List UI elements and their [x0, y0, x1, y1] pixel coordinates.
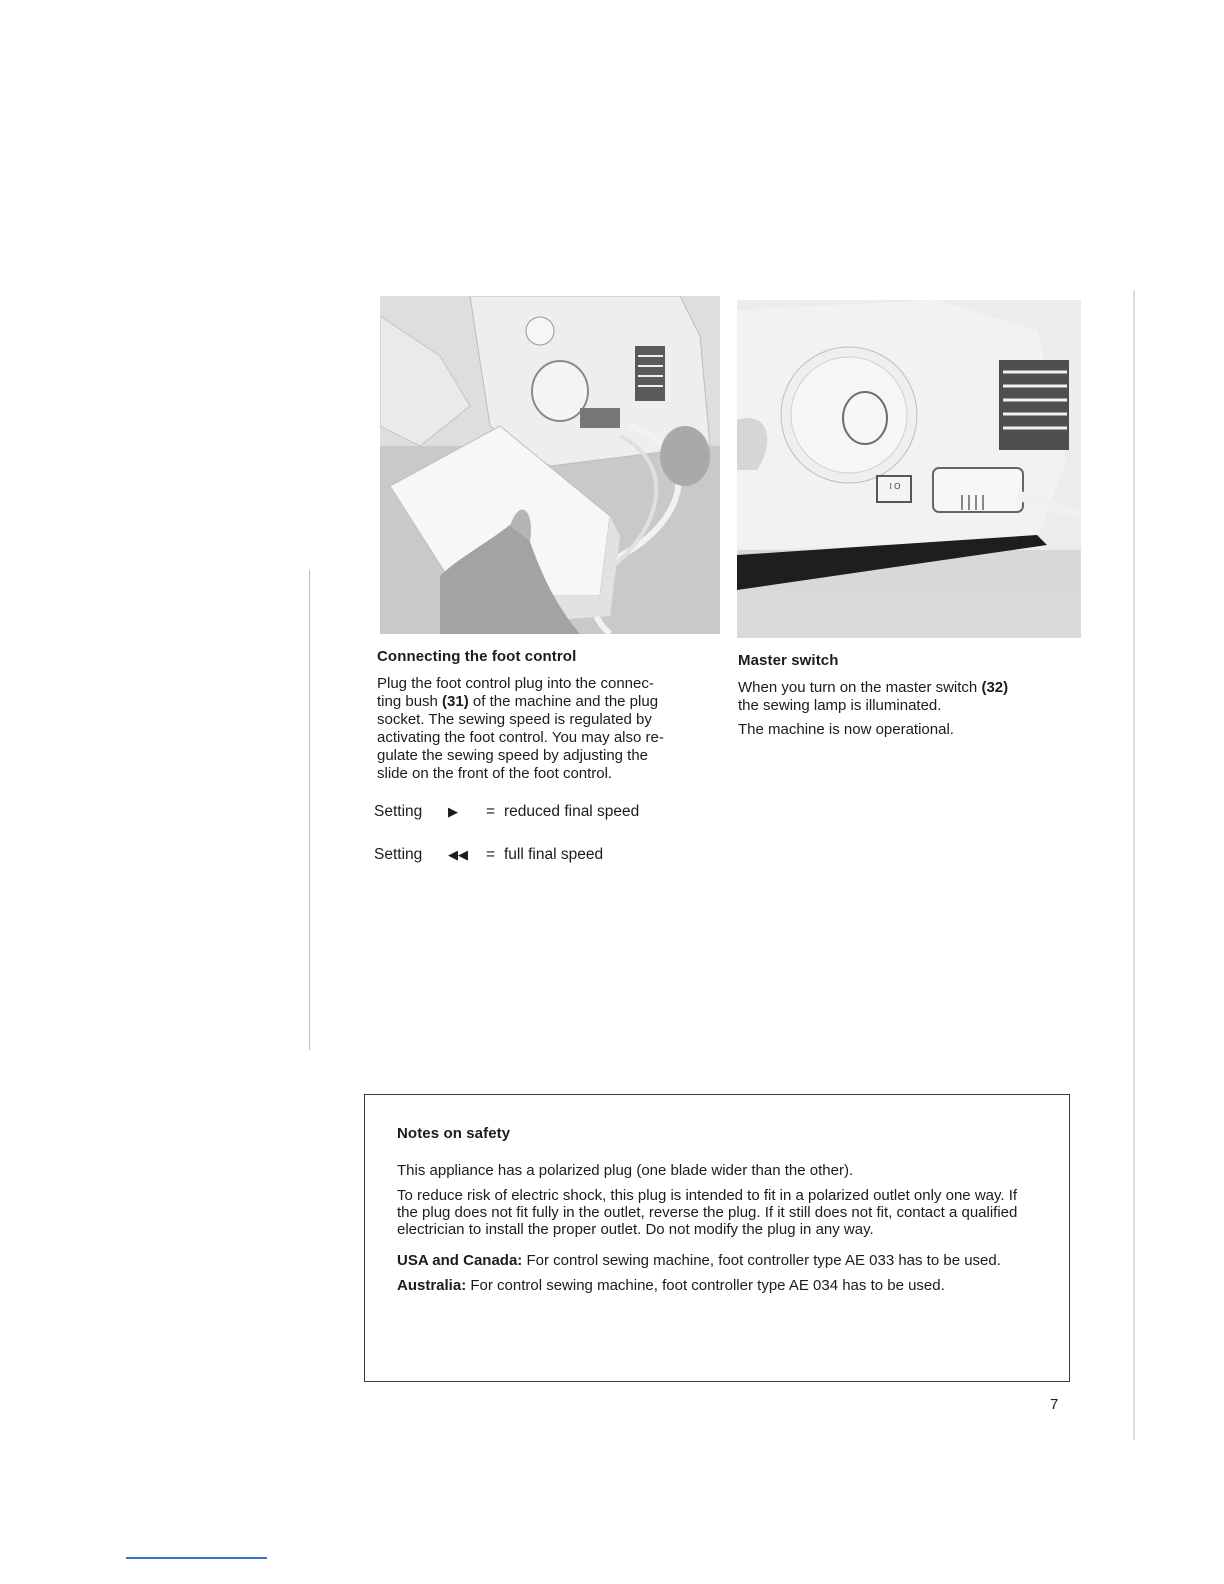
scan-edge-line [309, 570, 310, 1050]
safety-shock-warning: To reduce risk of electric shock, this plug is intended to fit in a polarized outlet only one way. If the plug does not fit fully in the outlet, reverse the plug. If it still does not fit, contact a qualified electrician to install the proper outlet. Do not modify the plug in any way. [397, 1187, 1018, 1238]
master-switch-heading: Master switch [738, 652, 839, 669]
equals-sign: = [486, 846, 496, 863]
safety-polarized-plug: This appliance has a polarized plug (one blade wider than the other). [397, 1162, 854, 1179]
switch-label: I O [889, 482, 901, 491]
foot-control-line: ting bush (31) of the machine and the plug [377, 693, 659, 710]
safety-notes-box [364, 1094, 1070, 1382]
master-switch-body [738, 679, 1078, 739]
rewind-icon: ◀◀ [448, 847, 468, 862]
play-icon: ▶ [448, 804, 458, 819]
safety-usa-canada: USA and Canada: For control sewing machine, foot controller type AE 033 has to be used. [397, 1252, 1001, 1269]
foot-control-line: Plug the foot control plug into the connec- [377, 675, 654, 692]
page-number: 7 [1050, 1396, 1059, 1413]
master-switch-line: the sewing lamp is illuminated. [738, 697, 942, 714]
master-switch-photo [737, 300, 1081, 638]
bottom-rule [126, 1557, 267, 1559]
safety-heading: Notes on safety [397, 1125, 511, 1142]
scan-edge-line-right [1133, 290, 1135, 1440]
foot-control-line: slide on the front of the foot control. [377, 765, 613, 782]
equals-sign: = [486, 803, 496, 820]
setting-meaning: full final speed [504, 846, 604, 863]
setting-full-speed [374, 846, 603, 864]
safety-australia: Australia: For control sewing machine, foot controller type AE 034 has to be used. [397, 1277, 945, 1294]
master-switch-line: When you turn on the master switch (32) [738, 679, 1009, 696]
setting-reduced-speed [374, 803, 639, 821]
setting-label: Setting [374, 803, 423, 820]
foot-control-line: gulate the sewing speed by adjusting the [377, 747, 649, 764]
foot-control-line: activating the foot control. You may also re- [377, 729, 664, 746]
foot-control-photo [380, 296, 720, 634]
foot-control-heading: Connecting the foot control [377, 648, 577, 665]
setting-label: Setting [374, 846, 423, 863]
foot-control-line: socket. The sewing speed is regulated by [377, 711, 652, 728]
master-switch-line: The machine is now operational. [738, 721, 954, 738]
foot-control-body [377, 675, 717, 783]
setting-meaning: reduced final speed [504, 803, 640, 820]
